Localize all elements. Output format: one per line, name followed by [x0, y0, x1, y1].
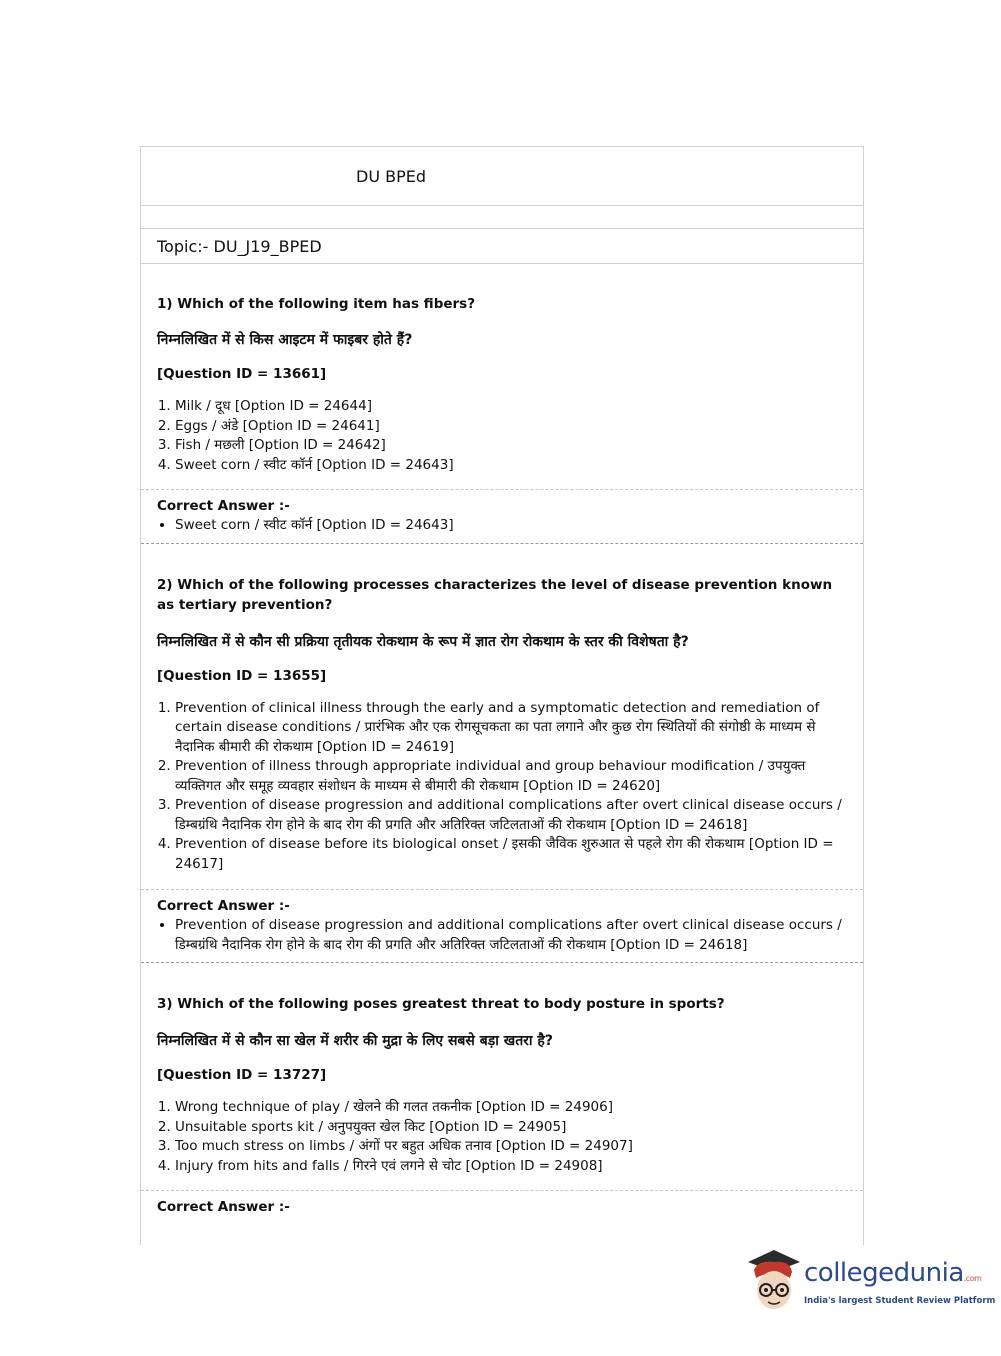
exam-header	[141, 147, 863, 206]
question-text-hindi: निम्नलिखित में से कौन सी प्रक्रिया तृतीयक रोकथाम के रूप में ज्ञात रोग रोकथाम के स्तर की विशेषता है?	[157, 633, 689, 650]
correct-answer-list	[157, 916, 847, 955]
question-paper	[140, 146, 864, 1245]
correct-answer-label: Correct Answer :-	[157, 498, 290, 514]
question-1	[141, 264, 863, 475]
mascot-icon	[744, 1248, 802, 1314]
question-text-hindi: निम्नलिखित में से किस आइटम में फाइबर होते हैं?	[157, 332, 413, 348]
option-item: 2. Unsuitable sports kit / अनुपयुक्त खेल किट [Option ID = 24905]	[175, 1118, 847, 1138]
correct-answer-block	[141, 1190, 863, 1217]
question-3	[141, 963, 863, 1176]
question-id: [Question ID = 13727]	[157, 1067, 327, 1083]
option-item: 4. Prevention of disease before its biological onset / इसकी जैविक शुरुआत से पहले रोग की रोकथाम [Option ID = 24617]	[175, 835, 847, 874]
option-item: 4. Injury from hits and falls / गिरने एवं लगने से चोट [Option ID = 24908]	[175, 1157, 847, 1177]
question-text: 1) Which of the following item has fibers?	[157, 296, 476, 312]
option-item: 1. Milk / दूध [Option ID = 24644]	[175, 397, 847, 417]
topic-row	[141, 229, 863, 264]
logo-tagline: India's largest Student Review Platform	[804, 1296, 996, 1306]
option-item: 1. Wrong technique of play / खेलने की गलत तकनीक [Option ID = 24906]	[175, 1098, 847, 1118]
option-list	[157, 1098, 847, 1176]
header-spacer	[141, 206, 863, 229]
correct-answer-list	[157, 516, 847, 536]
question-text: 3) Which of the following poses greatest threat to body posture in sports?	[157, 996, 725, 1012]
correct-answer-label: Correct Answer :-	[157, 1199, 290, 1215]
logo-suffix: .com	[963, 1274, 982, 1283]
option-item: 3. Too much stress on limbs / अंगों पर बहुत अधिक तनाव [Option ID = 24907]	[175, 1137, 847, 1157]
option-item: 1. Prevention of clinical illness through the early and a symptomatic detection and remediation of certain disease conditions / प्रारंभिक और एक रोगसूचकता का पता लगाने और कुछ रोग स्थितियों की संगोष्ठी के माध्यम से नैदानिक बीमारी की रोकथाम [Option ID = 24619]	[175, 699, 847, 758]
question-text-hindi: निम्नलिखित में से कौन सा खेल में शरीर की मुद्रा के लिए सबसे बड़ा खतरा है?	[157, 1033, 553, 1049]
question-id: [Question ID = 13655]	[157, 667, 327, 684]
option-item: 2. Prevention of illness through appropriate individual and group behaviour modification / उपयुक्त व्यक्तिगत और समूह व्यवहार संशोधन के माध्यम से बीमारी की रोकथाम [Option ID = 24620]	[175, 757, 847, 796]
option-item: 3. Fish / मछली [Option ID = 24642]	[175, 436, 847, 456]
correct-answer-block	[141, 889, 863, 955]
option-list	[157, 397, 847, 475]
question-2	[141, 544, 863, 875]
question-text: 2) Which of the following processes characterizes the level of disease prevention known as tertiary prevention?	[157, 576, 833, 613]
logo-brand: collegedunia.com	[804, 1258, 982, 1288]
correct-answer-block	[141, 489, 863, 536]
topic-label: Topic:- DU_J19_BPED	[157, 237, 322, 256]
question-id: [Question ID = 13661]	[157, 366, 327, 382]
correct-answer-item: • Sweet corn / स्वीट कॉर्न [Option ID = 24643]	[175, 516, 847, 536]
correct-answer-label: Correct Answer :-	[157, 898, 290, 914]
exam-title: DU BPEd	[356, 167, 427, 186]
option-list	[157, 699, 847, 875]
option-item: 4. Sweet corn / स्वीट कॉर्न [Option ID = 24643]	[175, 456, 847, 476]
option-item: 3. Prevention of disease progression and additional complications after overt clinical disease occurs / डिम्बग्रंथि नैदानिक रोग होने के बाद रोग की प्रगति और अतिरिक्त जटिलताओं की रोकथाम [Option ID = 24618]	[175, 796, 847, 835]
collegedunia-logo	[744, 1248, 996, 1318]
correct-answer-item: • Prevention of disease progression and additional complications after overt clinical disease occurs / डिम्बग्रंथि नैदानिक रोग होने के बाद रोग की प्रगति और अतिरिक्त जटिलताओं की रोकथाम [Option ID = 24618]	[175, 916, 847, 955]
option-item: 2. Eggs / अंडे [Option ID = 24641]	[175, 417, 847, 437]
